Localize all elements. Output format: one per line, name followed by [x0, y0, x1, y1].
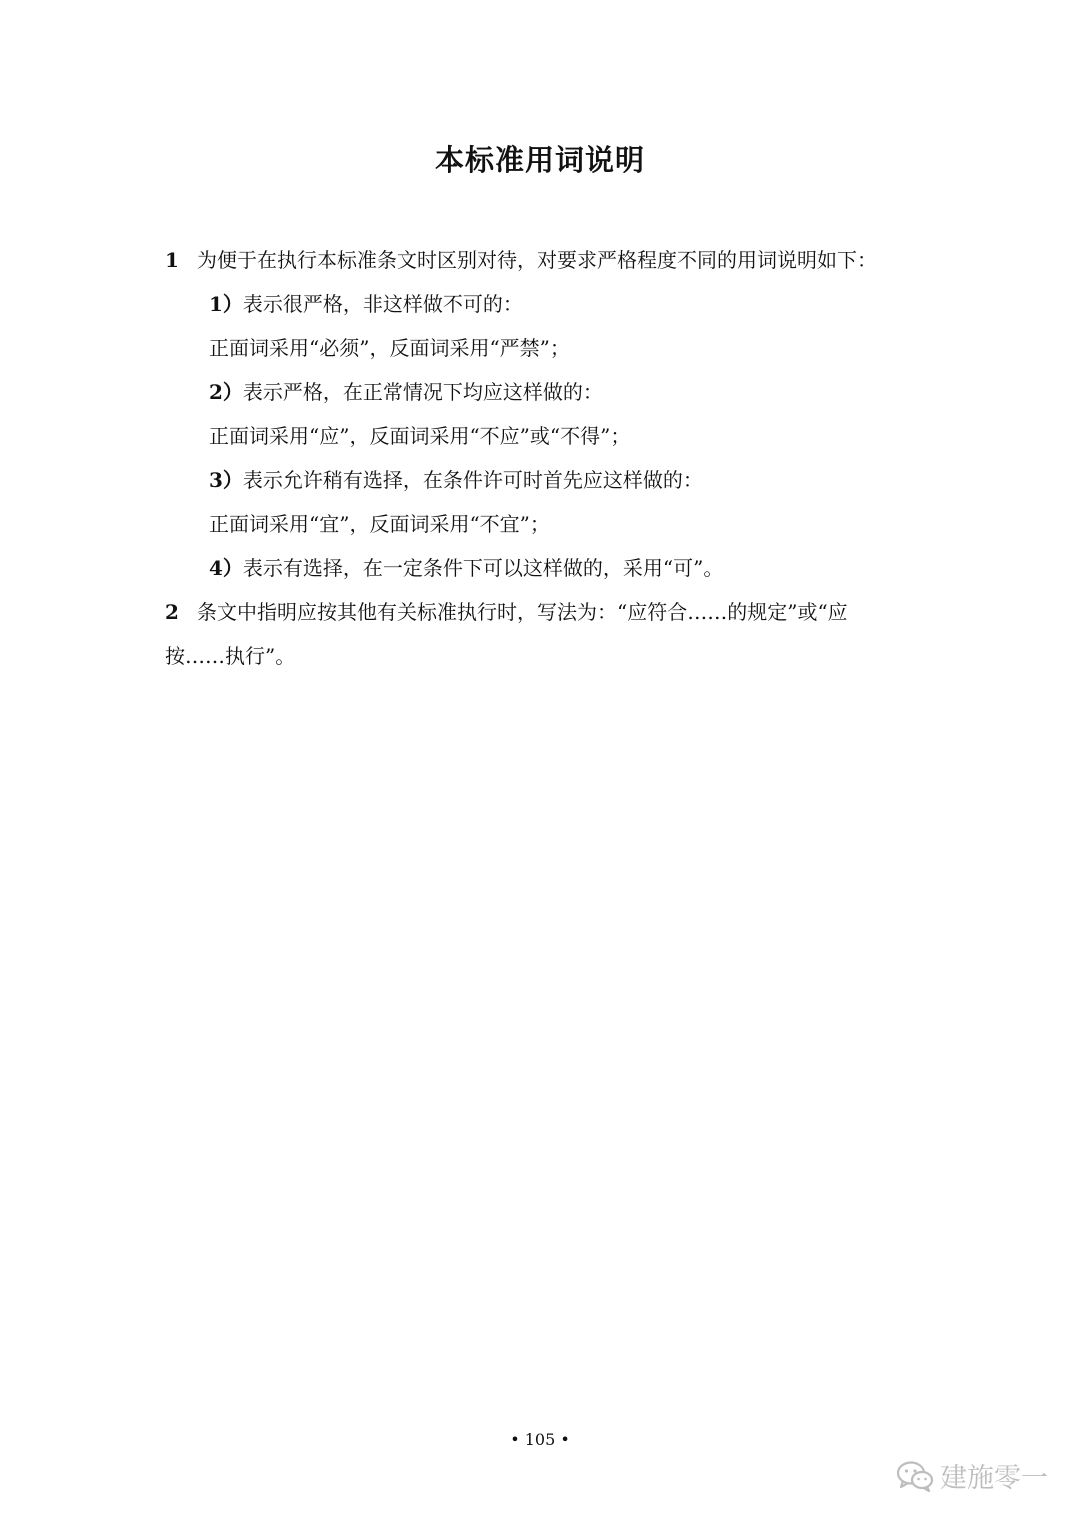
- sub-item-text: 表示有选择，在一定条件下可以这样做的，采用“可”。: [242, 556, 724, 580]
- document-body: [165, 238, 925, 678]
- sub-item: [165, 282, 925, 326]
- sub-item-number: 3）: [209, 468, 243, 492]
- sub-item-text: 正面词采用“宜”，反面词采用“不宜”；: [209, 512, 550, 536]
- clause-text: 条文中指明应按其他有关标准执行时，写法为：“应符合……的规定”或“应: [197, 600, 848, 624]
- clause-text-continued: 按……执行”。: [165, 644, 296, 668]
- clause-2-line: [165, 634, 925, 678]
- clause-2-line: [165, 590, 925, 634]
- sub-item: [165, 370, 925, 414]
- sub-item-number: 4）: [209, 556, 243, 580]
- sub-item: [165, 502, 925, 546]
- sub-item-number: 1）: [209, 292, 243, 316]
- watermark-text: 建施零一: [940, 1463, 1048, 1494]
- clause-number: 2: [165, 600, 179, 624]
- clause-2: [165, 590, 925, 678]
- sub-item-text: 表示严格，在正常情况下均应这样做的：: [242, 380, 603, 404]
- sub-item: [165, 546, 925, 590]
- watermark: [896, 1456, 1048, 1495]
- sub-item: [165, 414, 925, 458]
- sub-item: [165, 326, 925, 370]
- page-title: 本标准用词说明: [434, 143, 645, 177]
- clause-number: 1: [165, 248, 179, 272]
- sub-item-text: 表示很严格，非这样做不可的：: [242, 292, 523, 316]
- page-number: • 105 •: [510, 1430, 570, 1449]
- sub-item-text: 表示允许稍有选择，在条件许可时首先应这样做的：: [242, 468, 703, 492]
- sub-item: [165, 458, 925, 502]
- sub-item-text: 正面词采用“必须”，反面词采用“严禁”；: [209, 336, 570, 360]
- sub-item-text: 正面词采用“应”，反面词采用“不应”或“不得”；: [209, 424, 631, 448]
- sub-item-number: 2）: [209, 380, 243, 404]
- clause-text: 为便于在执行本标准条文时区别对待，对要求严格程度不同的用词说明如下：: [197, 248, 877, 272]
- clause-1: [165, 238, 925, 282]
- wechat-icon: [896, 1460, 934, 1492]
